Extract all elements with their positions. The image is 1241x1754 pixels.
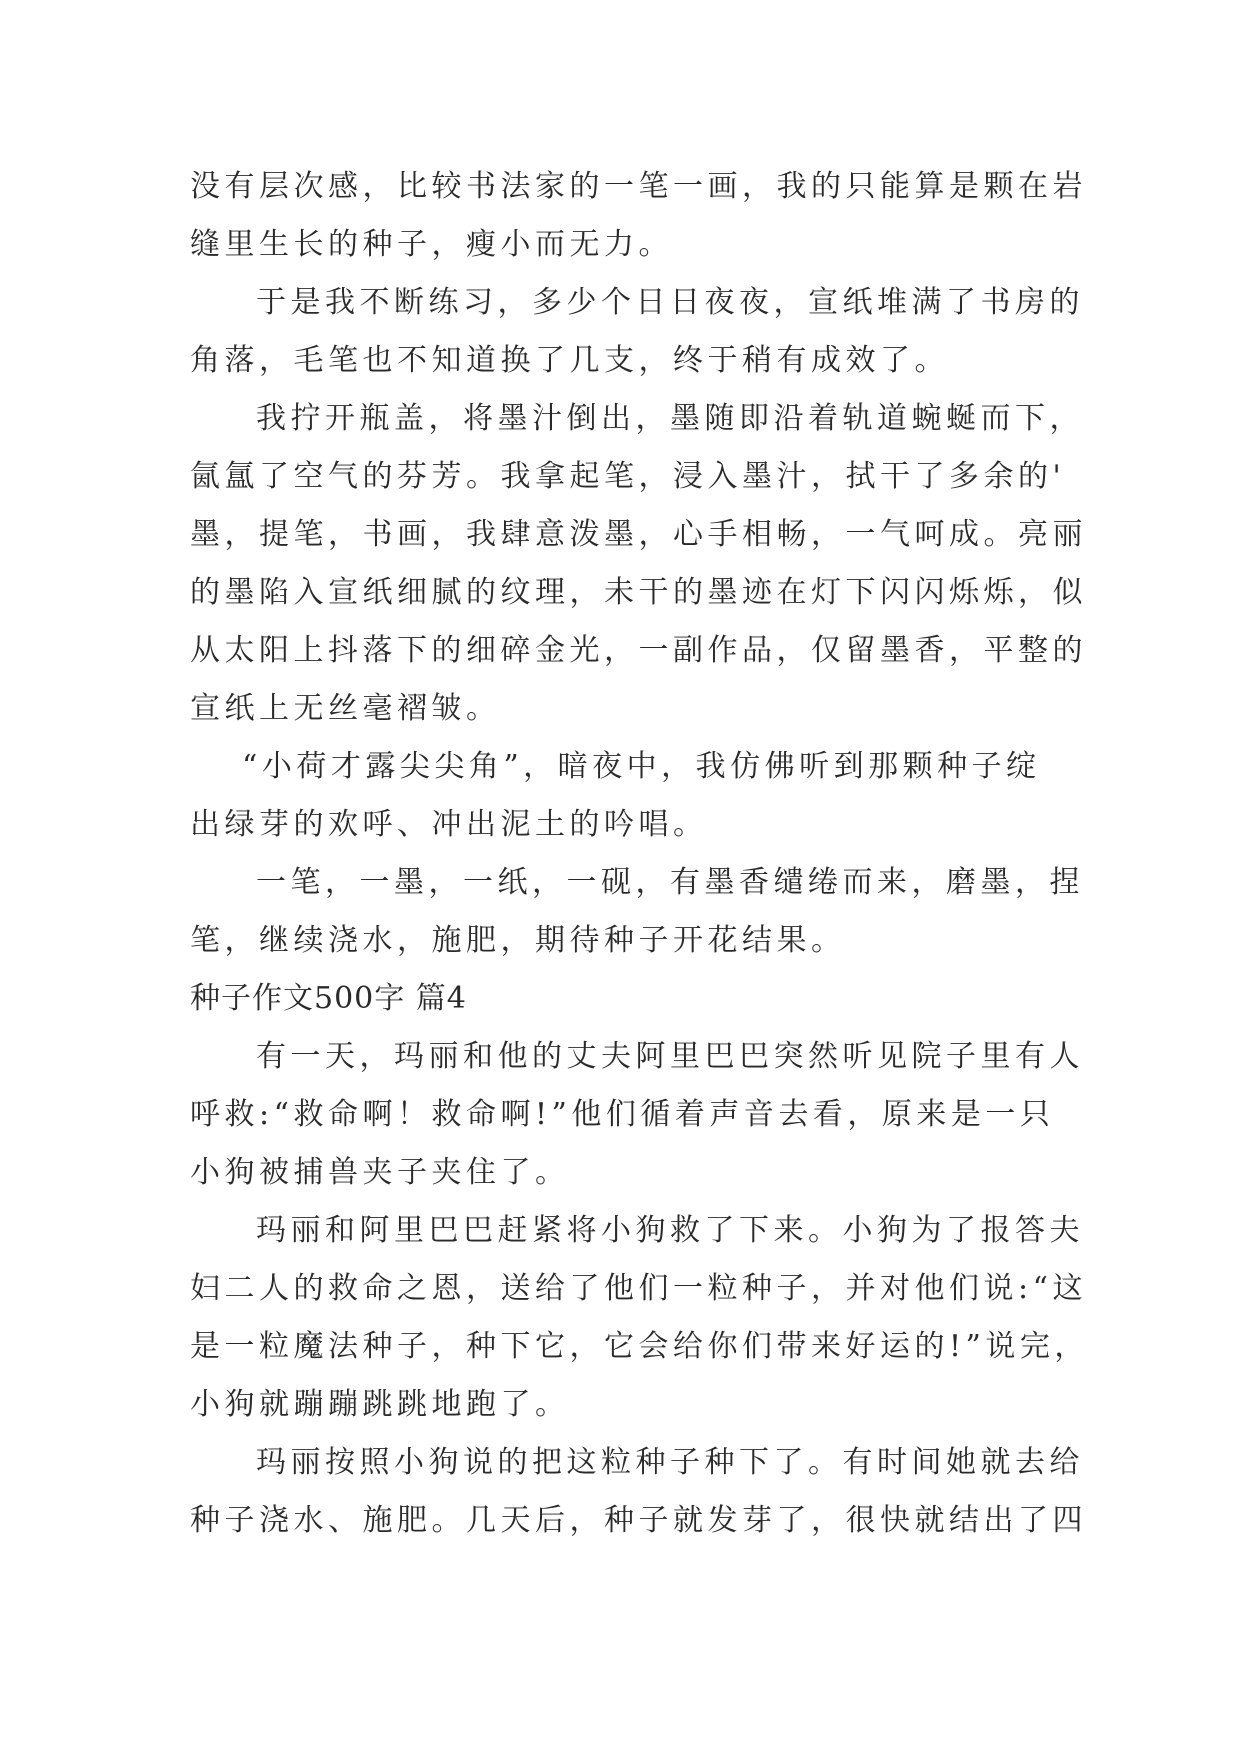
text-line: 小狗就蹦蹦跳跳地跑了。 xyxy=(190,1387,570,1422)
text-line: 的墨陷入宣纸细腻的纹理，未干的墨迹在灯下闪闪烁烁，似 xyxy=(190,575,1087,610)
paragraph-start-line: 于是我不断练习，多少个日日夜夜，宣纸堆满了书房的 xyxy=(256,285,1084,320)
paragraph-start-line: “小荷才露尖尖角”，暗夜中，我仿佛听到那颗种子绽 xyxy=(242,749,1041,784)
paragraph-start-line: 一笔，一墨，一纸，一砚，有墨香缱绻而来，磨墨，捏 xyxy=(256,865,1084,900)
text-line: 种子浇水、施肥。几天后，种子就发芽了，很快就结出了四 xyxy=(190,1503,1087,1538)
essay-text xyxy=(190,158,1089,1550)
section-heading: 种子作文500字 篇4 xyxy=(190,981,467,1016)
text-line: 小狗被捕兽夹子夹住了。 xyxy=(190,1155,570,1190)
paragraph-start-line: 我拧开瓶盖，将墨汁倒出，墨随即沿着轨道蜿蜒而下， xyxy=(256,401,1084,436)
text-line: 出绿芽的欢呼、冲出泥土的吟唱。 xyxy=(190,807,708,842)
text-line: 缝里生长的种子，瘦小而无力。 xyxy=(190,227,673,262)
text-line: 宣纸上无丝毫褶皱。 xyxy=(190,691,501,726)
paragraph-start-line: 玛丽按照小狗说的把这粒种子种下了。有时间她就去给 xyxy=(256,1445,1084,1480)
text-line: 呼救:“救命啊！救命啊!”他们循着声音去看，原来是一只 xyxy=(190,1097,1055,1132)
text-line: 氤氲了空气的芬芳。我拿起笔，浸入墨汁，拭干了多余的' xyxy=(190,459,1066,494)
text-line: 是一粒魔法种子，种下它，它会给你们带来好运的!”说完， xyxy=(190,1329,1089,1364)
paragraph-start-line: 玛丽和阿里巴巴赶紧将小狗救了下来。小狗为了报答夫 xyxy=(256,1213,1084,1248)
text-line: 角落，毛笔也不知道换了几支，终于稍有成效了。 xyxy=(190,343,949,378)
text-line: 笔，继续浇水，施肥，期待种子开花结果。 xyxy=(190,923,846,958)
text-line: 妇二人的救命之恩，送给了他们一粒种子，并对他们说:“这 xyxy=(190,1271,1087,1306)
text-line: 从太阳上抖落下的细碎金光，一副作品，仅留墨香，平整的 xyxy=(190,633,1087,668)
text-line: 没有层次感，比较书法家的一笔一画，我的只能算是颗在岩 xyxy=(190,169,1087,204)
paragraph-start-line: 有一天，玛丽和他的丈夫阿里巴巴突然听见院子里有人 xyxy=(256,1039,1084,1074)
text-line: 墨，提笔，书画，我肆意泼墨，心手相畅，一气呵成。亮丽 xyxy=(190,517,1087,552)
